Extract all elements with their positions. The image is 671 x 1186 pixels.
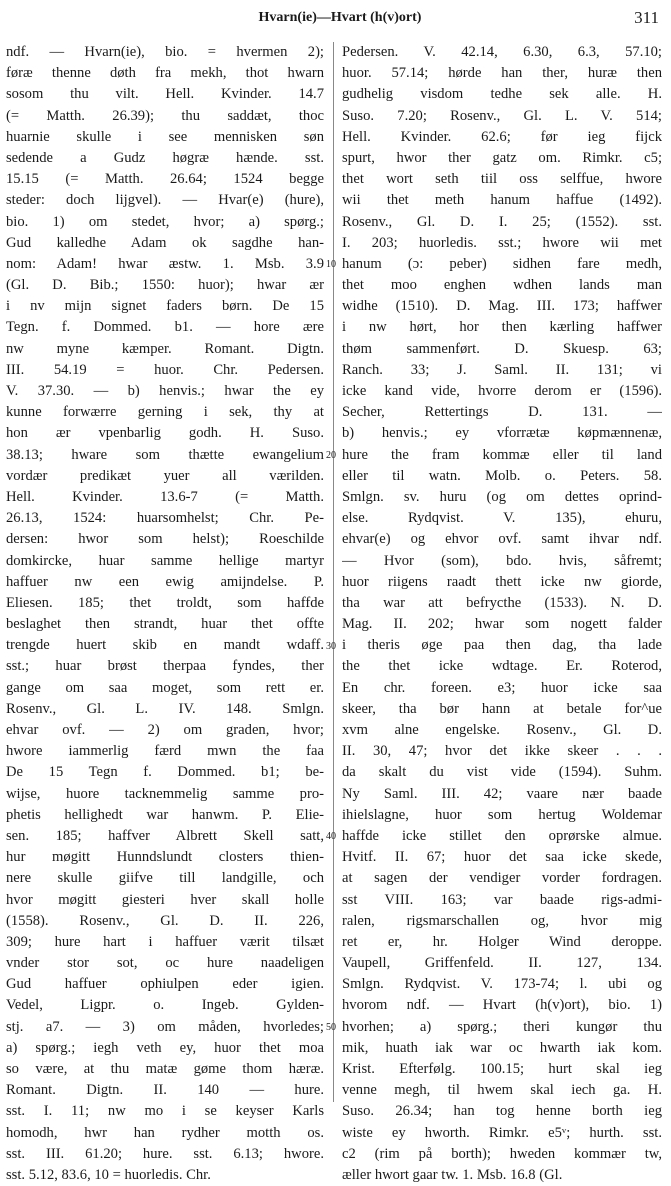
line-number: 10 — [326, 259, 336, 270]
text-line: sen. 185; haffver Albrett Skell satt, — [6, 827, 324, 844]
text-line: tha war att befrycthe (1533). N. D. — [342, 594, 662, 611]
running-head — [0, 8, 671, 30]
text-line: vnder stor sot, oc hure naadeligen — [6, 955, 324, 972]
text-line: spurt, hwor ther gatz om. Rimkr. c5; — [342, 149, 662, 166]
text-line: Vedel, Ligpr. o. Ingeb. Gylden- — [6, 997, 324, 1014]
text-line: trengde huert skib en mandt wdaff. — [6, 637, 324, 654]
text-line: føræ thenne døth fra mekh, thot hwarn — [6, 65, 324, 82]
text-line: gange om saa moget, som rett er. — [6, 679, 324, 696]
text-line: hwore iammerlig færd mwn the faa — [6, 743, 324, 760]
text-line: the thet icke wdtage. Er. Roterod, — [342, 658, 662, 675]
text-line: ralen, rigsmarschallen og, hvor mig — [342, 912, 662, 929]
running-head-title: Hvarn(ie)—Hvart (h(v)ort) — [258, 10, 422, 25]
text-line: III. 54.19 = huor. Chr. Pedersen. — [6, 361, 324, 378]
page-number: 311 — [634, 8, 659, 27]
text-line: 38.13; hware som thætte ewangelium — [6, 446, 324, 463]
text-line: hvorom ndf. — Hvart (h(v)ort), bio. 1) — [342, 997, 662, 1014]
text-line: haffuer nw een ewig amijndelse. P. — [6, 573, 324, 590]
text-line: sst. I. 11; nw mo i se keyser Karls — [6, 1103, 324, 1120]
text-line: hon ær vpenbarlig godh. H. Suso. — [6, 425, 324, 442]
text-line: i nv mijn signet faders børn. De 15 — [6, 298, 324, 315]
text-line: skeer, tha bør hann at betale for^ue — [342, 700, 662, 717]
text-line: homodh, hwr han rydher motth os. — [6, 1124, 324, 1141]
text-line: beslaghet then strandt, huar thet offte — [6, 616, 324, 633]
text-line: Eliesen. 185; thet troldt, som haffde — [6, 594, 324, 611]
text-line: steder: doch lijgvel). — Hvar(e) (hure), — [6, 192, 324, 209]
text-line: c2 (rim på borth); hweden kommær tw, — [342, 1145, 662, 1162]
text-line: sst. III. 61.20; hure. sst. 6.13; hwore. — [6, 1145, 324, 1162]
text-line: mik, huath iak war oc hwarth iak kom. — [342, 1039, 662, 1056]
text-line: thet moo enghen wdhen lands man — [342, 277, 662, 294]
text-line: haffde icke stillet den oprørske almue. — [342, 827, 662, 844]
text-line: xvm alne engelske. Rosenv., Gl. D. — [342, 722, 662, 738]
text-line: Suso. 7.20; Rosenv., Gl. L. V. 514; — [342, 107, 662, 124]
text-line: huarnie skulle i see mennisken søn — [6, 128, 324, 145]
text-line: ret er, hr. Holger Wind deroppe. — [342, 933, 662, 950]
text-line: wiste ey hworth. Rimkr. e5ᵛ; hurth. sst. — [342, 1124, 662, 1141]
text-line: Tegn. f. Dommed. b1. — hore ære — [6, 319, 324, 336]
text-line: nere skulle giifve till landgille, och — [6, 870, 324, 887]
text-line: wijse, huore tacknemmelig samme pro- — [6, 785, 324, 802]
text-line: so være, at thu matæ gøme thom hæræ. — [6, 1061, 324, 1077]
text-line: icke kand vide, hvorre derom er (1596). — [342, 383, 662, 399]
text-line: — Hvor (som), bdo. hvis, såfremt; — [342, 552, 662, 569]
text-line: Krist. Efterfølg. 100.15; hurt skal ieg — [342, 1061, 662, 1077]
text-line: En chr. foreen. e3; huor icke saa — [342, 679, 662, 696]
text-line: wii thet meth hanum haffue (1492). — [342, 192, 662, 209]
text-line: at sagen der vendiger vorder fordragen. — [342, 870, 662, 887]
text-line: sst.; huar brøst therpaa fyndes, ther — [6, 658, 324, 675]
text-line: II. 30, 47; hvor det ikke skeer . . . — [342, 743, 662, 760]
text-line: sst VIII. 163; var baade rigs-admi- — [342, 891, 662, 908]
text-line: 26.13, 1524: huarsomhelst; Chr. Pe- — [6, 510, 324, 527]
text-line: domkircke, huar samme hellige martyr — [6, 552, 324, 569]
text-line: Hell. Kvinder. 13.6-7 (= Matth. — [6, 488, 324, 505]
text-line: Ranch. 33; J. Saml. II. 131; vi — [342, 361, 662, 378]
text-line: hur møgitt Hunndslundt closters thien- — [6, 849, 324, 866]
text-line: 15.15 (= Matth. 26.64; 1524 begge — [6, 171, 324, 188]
text-line: bio. 1) om stedet, hvor; a) spørg.; — [6, 213, 324, 230]
text-line: huor. 57.14; hørde han ther, huræ then — [342, 65, 662, 82]
text-line: a) spørg.; iegh veth ey, huor thet moa — [6, 1039, 324, 1056]
text-line: da skalt du vist vide (1594). Suhm. — [342, 764, 662, 781]
text-line: gudhelig visdom tedhe sek alle. H. — [342, 86, 662, 103]
text-line: (Gl. D. Bib.; 1550: huor); hwar ær — [6, 277, 324, 294]
text-line: hanum (ɔ: peber) sidhen fare medh, — [342, 255, 662, 272]
text-line: thet wort seth tiil oss selffue, hwore — [342, 171, 662, 188]
text-line: ehvar(e) og ehvor ovf. samt ihvar ndf. — [342, 531, 662, 548]
text-line: (1558). Rosenv., Gl. D. II. 226, — [6, 912, 324, 929]
column-divider — [333, 42, 334, 1102]
text-line: Hell. Kvinder. 62.6; før ieg fijck — [342, 128, 662, 145]
text-line: Rosenv., Gl. D. I. 25; (1552). sst. — [342, 213, 662, 230]
text-line: vordær predikæt yuer all værilden. — [6, 467, 324, 484]
text-line: ndf. — Hvarn(ie), bio. = hvermen 2); — [6, 44, 324, 60]
text-line: ehvar ovf. — 2) om graden, hvor; — [6, 722, 324, 738]
text-line: Rosenv., Gl. L. IV. 148. Smlgn. — [6, 700, 324, 717]
text-line: venne megh, til hwem skal iech ga. H. — [342, 1082, 662, 1099]
text-line: widhe (1510). D. Mag. III. 173; haffwer — [342, 298, 662, 315]
text-line: De 15 Tegn f. Dommed. b1; be- — [6, 764, 324, 781]
text-line: i nw hørt, hor then kærling haffwer — [342, 319, 662, 336]
text-line: ihielslagne, huor som hertug Woldemar — [342, 806, 662, 823]
text-line: phetis hellighedt war hanwm. P. Elie- — [6, 806, 324, 823]
text-line: Smlgn. sv. huru (og om dettes oprind- — [342, 488, 662, 505]
text-line: Vaupell, Griffenfeld. II. 127, 134. — [342, 955, 662, 972]
text-line: else. Rydqvist. V. 135), ehuru, — [342, 510, 662, 527]
text-line: Suso. 26.34; han tog henne borth ieg — [342, 1103, 662, 1120]
line-number: 20 — [326, 449, 336, 461]
text-line: I. 203; huorledis. sst.; hwore wii met — [342, 234, 662, 251]
text-line: eller til watn. Molb. o. Peters. 58. — [342, 467, 662, 484]
text-line: thøm sammenført. D. Skuesp. 63; — [342, 340, 662, 357]
text-line: sosom thu vilt. Hell. Kvinder. 14.7 — [6, 86, 324, 103]
text-line: b) henvis.; ey vforrætæ køpmænnenæ, — [342, 425, 662, 442]
text-line: hure the fram kommæ eller til land — [342, 446, 662, 463]
text-line: nw myne kæmper. Romant. Digtn. — [6, 340, 324, 357]
text-line: Smlgn. Rydqvist. V. 173-74; l. ubi og — [342, 976, 662, 993]
text-line: hvor møgitt giesteri hver skall holle — [6, 891, 324, 908]
text-line: 309; hure hart i haffuer værit tilsæt — [6, 933, 324, 950]
text-line: (= Matth. 26.39); thu saddæt, thoc — [6, 107, 324, 124]
text-line: nom: Adam! hwar æstw. 1. Msb. 3.9 — [6, 255, 324, 272]
text-line: æller hwort gaar tw. 1. Msb. 16.8 (Gl. — [342, 1166, 563, 1183]
text-line: sedende a Gudz høgræ hænde. sst. — [6, 149, 324, 166]
text-line: Romant. Digtn. II. 140 — hure. — [6, 1082, 324, 1099]
text-line: Hvitf. II. 67; huor det saa icke skede, — [342, 849, 662, 866]
left-column — [6, 42, 324, 1186]
text-line: sst. 5.12, 83.6, 10 = huorledis. Chr. — [6, 1166, 211, 1183]
text-line: Pedersen. V. 42.14, 6.30, 6.3, 57.10; — [342, 44, 662, 60]
text-line: Gud kalledhe Adam ok sagdhe han- — [6, 234, 324, 251]
text-line: stj. a7. — 3) om måden, hvorledes; — [6, 1018, 324, 1035]
text-line: Ny Saml. III. 42; vaare nær baade — [342, 785, 662, 802]
text-line: Mag. II. 202; hwar som nogett falder — [342, 616, 662, 633]
text-line: dersen: hwor som helst); Roeschilde — [6, 531, 324, 548]
text-line: hvorhen; a) spørg.; theri kungør thu — [342, 1018, 662, 1035]
line-number: 50 — [326, 1022, 336, 1034]
line-number: 30 — [326, 640, 336, 652]
text-line: V. 37.30. — b) henvis.; hwar the ey — [6, 383, 324, 399]
right-column — [342, 42, 662, 1186]
text-line: i theris øge paa then dag, tha lade — [342, 637, 662, 654]
text-line: Secher, Rettertings D. 131. — — [342, 404, 662, 421]
text-line: huor riigens raadt thett icke nw giorde, — [342, 573, 662, 590]
line-number: 40 — [326, 831, 336, 843]
text-line: kunne forwærre gerning i sek, thy at — [6, 404, 324, 421]
text-line: Gud haffuer ophiulpen eder igien. — [6, 976, 324, 993]
